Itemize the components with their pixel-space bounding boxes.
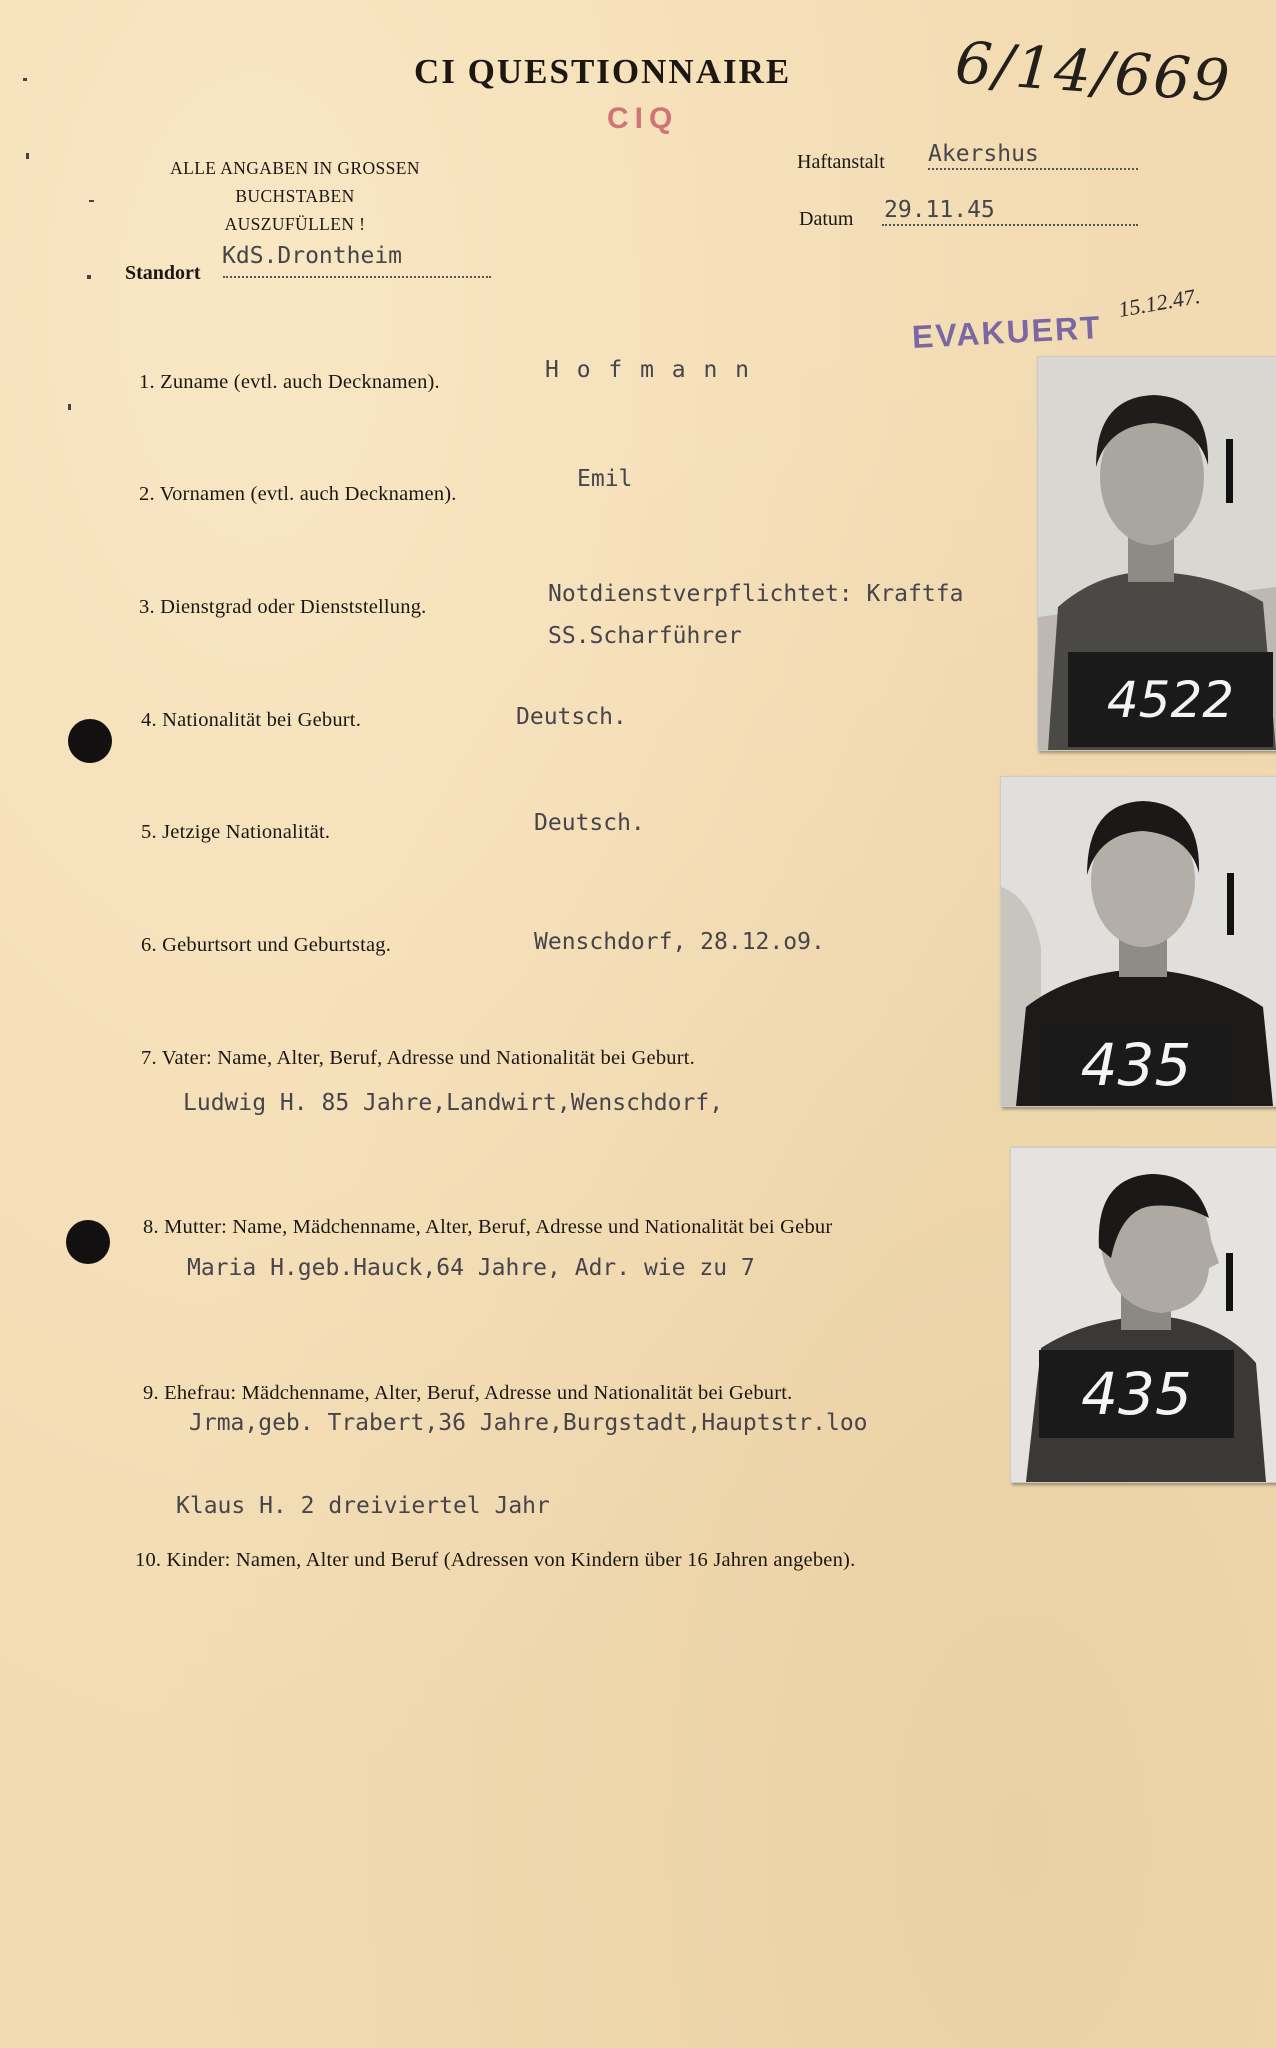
- standort-value: KdS.Drontheim: [222, 243, 403, 269]
- question-8-answer: Maria H.geb.Hauck,64 Jahre, Adr. wie zu 7: [187, 1255, 755, 1281]
- margin-mark: [68, 404, 71, 410]
- datum-line: [882, 224, 1138, 226]
- id-plate: 435: [1039, 1350, 1234, 1438]
- question-5-label: 5. Jetzige Nationalität.: [141, 821, 331, 843]
- evakuert-stamp: EVAKUERT: [911, 309, 1103, 355]
- punch-hole: [66, 1220, 110, 1264]
- question-10-label: 10. Kinder: Namen, Alter und Beruf (Adressen von Kindern über 16 Jahren angeben).: [135, 1549, 856, 1571]
- mugshot-photo-front-2: [1000, 776, 1276, 1107]
- question-4-label: 4. Nationalität bei Geburt.: [141, 709, 362, 731]
- haftanstalt-line: [928, 168, 1138, 170]
- question-3-answer-line-2: SS.Scharführer: [548, 623, 742, 649]
- question-7-label: 7. Vater: Name, Alter, Beruf, Adresse und Nationalität bei Geburt.: [141, 1047, 695, 1069]
- question-6-answer: Wenschdorf, 28.12.o9.: [534, 929, 825, 955]
- punch-hole: [68, 719, 112, 763]
- margin-mark: [26, 153, 29, 159]
- question-1-answer: H o f m a n n: [545, 357, 752, 383]
- question-2-answer: Emil: [577, 466, 633, 492]
- question-9-label: 9. Ehefrau: Mädchenname, Alter, Beruf, Adresse und Nationalität bei Geburt.: [143, 1382, 793, 1404]
- question-3-answer: Notdienstverpflichtet: Kraftfa: [548, 581, 964, 607]
- haftanstalt-label: Haftanstalt: [797, 151, 885, 173]
- question-8-label: 8. Mutter: Name, Mädchenname, Alter, Beruf, Adresse und Nationalität bei Gebur: [143, 1216, 833, 1238]
- datum-value: 29.11.45: [884, 197, 995, 223]
- question-7-answer: Ludwig H. 85 Jahre,Landwirt,Wenschdorf,: [183, 1090, 724, 1116]
- margin-mark: [89, 200, 94, 202]
- id-plate: 435: [1041, 1026, 1231, 1104]
- standort-line: [223, 276, 491, 278]
- datum-label: Datum: [799, 208, 854, 230]
- instruction-line-2: AUSZUFÜLLEN !: [224, 214, 366, 234]
- ciq-stamp: CIQ: [607, 102, 679, 135]
- question-9-answer: Jrma,geb. Trabert,36 Jahre,Burgstadt,Hauptstr.loo: [189, 1410, 868, 1436]
- question-5-answer: Deutsch.: [534, 810, 645, 836]
- question-4-answer: Deutsch.: [516, 704, 627, 730]
- instruction-line-1: ALLE ANGABEN IN GROSSEN BUCHSTABEN: [170, 158, 420, 206]
- haftanstalt-value: Akershus: [928, 141, 1039, 167]
- page-title: CI QUESTIONNAIRE: [414, 52, 792, 91]
- question-3-label: 3. Dienstgrad oder Dienststellung.: [139, 596, 427, 618]
- question-1-label: 1. Zuname (evtl. auch Decknamen).: [139, 371, 440, 393]
- question-2-label: 2. Vornamen (evtl. auch Decknamen).: [139, 483, 457, 505]
- id-plate: 4522: [1068, 652, 1273, 747]
- question-6-label: 6. Geburtsort und Geburtstag.: [141, 934, 392, 956]
- margin-mark: [23, 78, 27, 81]
- mugshot-photo-profile: [1010, 1147, 1276, 1483]
- standort-label: Standort: [125, 262, 201, 284]
- question-10-answer: Klaus H. 2 dreiviertel Jahr: [176, 1493, 550, 1519]
- mugshot-photo-front: [1037, 356, 1276, 751]
- instructions: [122, 154, 468, 238]
- evakuert-date: 15.12.47.: [1116, 283, 1202, 322]
- file-number: 6/14/669: [952, 28, 1234, 116]
- margin-mark: [87, 275, 91, 279]
